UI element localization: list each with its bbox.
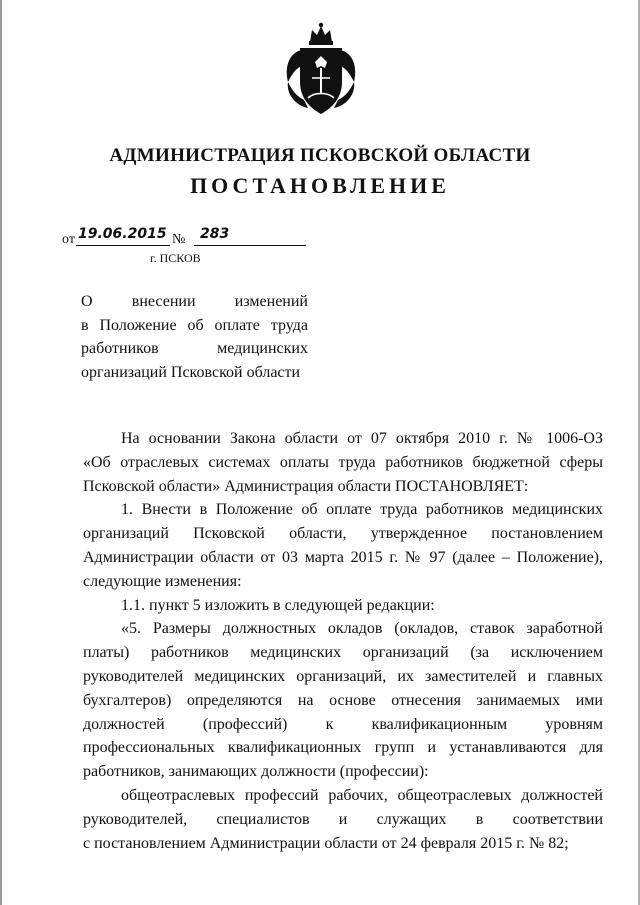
coat-of-arms-icon [282,22,360,118]
document-body [83,427,603,855]
body-line: Администрации области от 03 марта 2015 г. № 97 (далее – Положение), [83,548,603,566]
body-line: «5. Размеры должностных окладов (окладов, ставок заработной [121,620,603,638]
body-line: профессиональных квалификационных групп и устанавливаются для [83,739,603,757]
body-line: следующие изменения: [83,572,242,590]
body-line: бухгалтеров) определяются на основе отнесения занимаемых ими [83,691,603,709]
body-line: общеотраслевых профессий рабочих, общеотраслевых должностей [121,786,603,804]
number-label: № [172,232,186,247]
body-line: руководителей, специалистов и служащих в соответствии [83,810,603,828]
body-line: работников, занимающих должности (профессии): [83,763,429,781]
subject-line: организаций Псковской области [81,363,301,381]
body-line: «Об отраслевых системах оплаты труда работников бюджетной сферы [83,453,603,471]
date-prefix: от [62,232,75,247]
body-line: руководителей медицинских организаций, их заместителей и главных [83,667,603,685]
subject-line: О внесении изменений [81,293,308,310]
body-line: платы) работников медицинских организаций (за исключением [83,644,603,662]
document-type-title: ПОСТАНОВЛЕНИЕ [190,173,450,198]
scan-edge-left [0,0,2,905]
organization-title: АДМИНИСТРАЦИЯ ПСКОВСКОЙ ОБЛАСТИ [109,145,531,166]
city-label: г. ПСКОВ [150,251,201,265]
subject-line: работников медицинских [81,340,308,357]
body-line: 1. Внести в Положение об оплате труда работников медицинских [121,501,603,519]
body-line: организаций Псковской области, утвержденное постановлением [83,525,603,543]
body-line: На основании Закона области от 07 октября 2010 г. № 1006-ОЗ [121,430,603,447]
subject-block [81,290,308,384]
number-underline [194,245,306,246]
body-line: 1.1. пункт 5 изложить в следующей редакции: [121,596,435,614]
handwritten-number: 283 [200,226,230,242]
body-line: с постановлением Администрации области от 24 февраля 2015 г. № 82; [83,834,569,852]
body-line: должностей (профессий) к квалификационным уровням [83,715,603,733]
date-underline [76,245,170,246]
registration-line [62,226,362,250]
handwritten-date: 19.06.2015 [78,226,167,242]
body-line: Псковской области» Администрация области ПОСТАНОВЛЯЕТ: [83,477,529,495]
subject-line: в Положение об оплате труда [81,316,308,334]
